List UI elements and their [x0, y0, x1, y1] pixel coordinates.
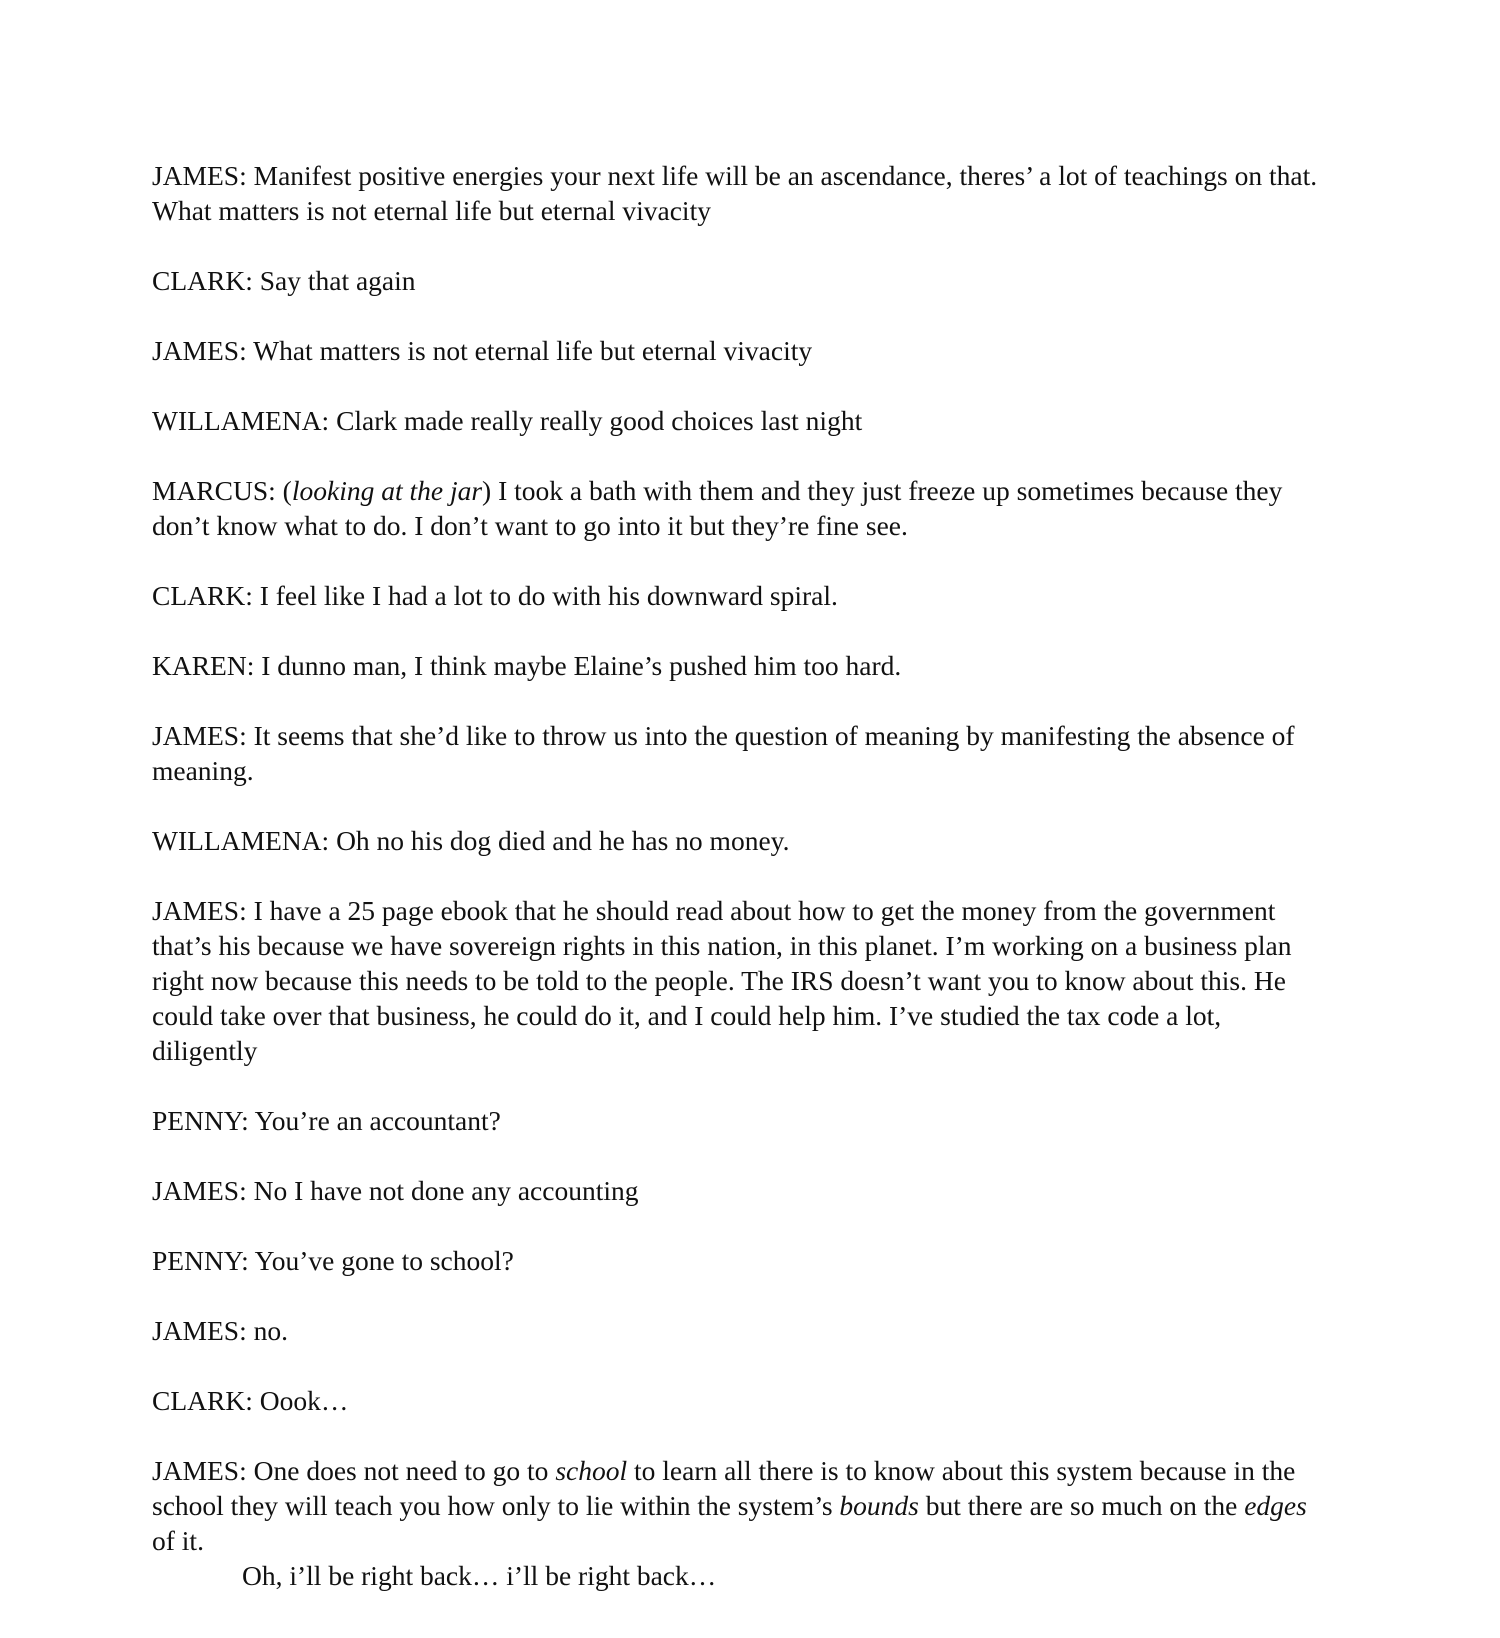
dialogue-text: Oh, i’ll be right back… i’ll be right back… — [242, 1560, 717, 1591]
dialogue-line-james-3 — [152, 718, 1332, 788]
paren-open: ( — [282, 475, 292, 506]
dialogue-text: No I have not done any accounting — [253, 1175, 639, 1206]
dialogue-line-marcus-1 — [152, 473, 1332, 543]
dialogue-text: What matters is not eternal life but eternal vivacity — [253, 335, 813, 366]
dialogue-text: It seems that she’d like to throw us into the question of meaning by manifesting the absence of meaning. — [152, 720, 1295, 786]
dialogue-line-james-1 — [152, 158, 1332, 228]
dialogue-text: I dunno man, I think maybe Elaine’s pushed him too hard. — [261, 650, 902, 681]
dialogue-line-penny-1 — [152, 1103, 1332, 1138]
dialogue-text: Oook… — [259, 1385, 349, 1416]
dialogue-continuation — [152, 1558, 1332, 1593]
dialogue-line-penny-2 — [152, 1243, 1332, 1278]
dialogue-text: Clark made really really good choices last night — [336, 405, 863, 436]
dialogue-text: You’re an accountant? — [254, 1105, 501, 1136]
dialogue-text: I took a bath with them and they just freeze up sometimes because they don’t know what to do. I don’t want to go into it but they’re fine see. — [152, 475, 1283, 541]
dialogue-text: Oh no his dog died and he has no money. — [336, 825, 790, 856]
dialogue-line-clark-2 — [152, 578, 1332, 613]
dialogue-text: Manifest positive energies your next life will be an ascendance, theres’ a lot of teachings on that. What matters is not eternal life but eternal vivacity — [152, 160, 1318, 226]
speaker-name: JAMES: — [152, 1315, 247, 1346]
speaker-name: PENNY: — [152, 1105, 249, 1136]
text-segment: of it. — [152, 1525, 204, 1556]
stage-direction-text: looking at the jar — [291, 475, 483, 506]
dialogue-line-clark-1 — [152, 263, 1332, 298]
dialogue-line-willamena-2 — [152, 823, 1332, 858]
emphasis-segment: edges — [1244, 1490, 1307, 1521]
speaker-name: MARCUS: — [152, 475, 276, 506]
speaker-name: WILLAMENA: — [152, 405, 330, 436]
paren-close: ) — [482, 475, 492, 506]
dialogue-line-james-2 — [152, 333, 1332, 368]
dialogue-line-karen-1 — [152, 648, 1332, 683]
speaker-name: JAMES: — [152, 1455, 247, 1486]
speaker-name: JAMES: — [152, 335, 247, 366]
dialogue-text: You’ve gone to school? — [254, 1245, 514, 1276]
stage-direction — [283, 475, 492, 506]
dialogue-text: I feel like I had a lot to do with his downward spiral. — [259, 580, 838, 611]
dialogue-line-james-6 — [152, 1313, 1332, 1348]
dialogue-line-james-4 — [152, 893, 1332, 1068]
speaker-name: PENNY: — [152, 1245, 249, 1276]
dialogue-line-james-5 — [152, 1173, 1332, 1208]
text-segment: One does not need to go to — [253, 1455, 556, 1486]
speaker-name: WILLAMENA: — [152, 825, 330, 856]
dialogue-line-james-7 — [152, 1453, 1332, 1558]
dialogue-text: Say that again — [259, 265, 416, 296]
speaker-name: JAMES: — [152, 895, 247, 926]
text-segment: but there are so much on the — [918, 1490, 1245, 1521]
dialogue-text — [152, 1455, 1307, 1556]
dialogue-line-clark-3 — [152, 1383, 1332, 1418]
speaker-name: JAMES: — [152, 720, 247, 751]
speaker-name: KAREN: — [152, 650, 255, 681]
dialogue-text: no. — [253, 1315, 288, 1346]
emphasis-segment: school — [555, 1455, 628, 1486]
emphasis-segment: bounds — [839, 1490, 919, 1521]
dialogue-text: I have a 25 page ebook that he should read about how to get the money from the government that’s his because we have sovereign rights in this nation, in this planet. I’m working on a business plan right now because this needs to be told to the people. The IRS doesn’t want you to know about this. He could take over that business, he could do it, and I could help him. I’ve studied the tax code a lot, diligently — [152, 895, 1292, 1066]
speaker-name: JAMES: — [152, 160, 247, 191]
speaker-name: CLARK: — [152, 580, 253, 611]
text-segment: to learn all there is to know about this system because in the school they will teach you how only to lie within the system’s — [152, 1455, 1296, 1521]
speaker-name: CLARK: — [152, 1385, 253, 1416]
dialogue-line-willamena-1 — [152, 403, 1332, 438]
speaker-name: JAMES: — [152, 1175, 247, 1206]
script-page — [152, 158, 1332, 1593]
speaker-name: CLARK: — [152, 265, 253, 296]
